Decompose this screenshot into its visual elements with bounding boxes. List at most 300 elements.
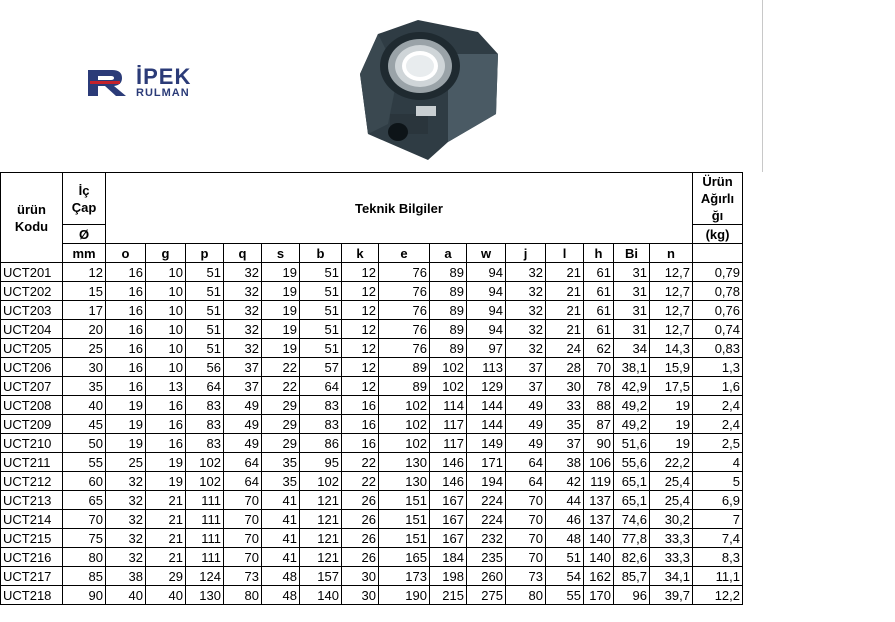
table-cell: 2,4 bbox=[693, 396, 743, 415]
table-cell: 224 bbox=[467, 491, 506, 510]
table-cell: 31 bbox=[614, 320, 650, 339]
table-cell: 16 bbox=[106, 263, 146, 282]
column-header-o: o bbox=[106, 244, 146, 263]
table-cell: 16 bbox=[146, 434, 186, 453]
table-cell: 0,79 bbox=[693, 263, 743, 282]
column-header-l: l bbox=[546, 244, 584, 263]
table-row bbox=[1, 358, 743, 377]
table-cell: 37 bbox=[506, 358, 546, 377]
table-cell: 12 bbox=[342, 377, 379, 396]
table-cell: 39,7 bbox=[650, 586, 693, 605]
table-cell: 102 bbox=[379, 415, 430, 434]
table-cell: 49,2 bbox=[614, 396, 650, 415]
table-cell: 32 bbox=[506, 320, 546, 339]
table-cell: 16 bbox=[342, 396, 379, 415]
table-cell: 80 bbox=[224, 586, 262, 605]
table-cell: 21 bbox=[546, 320, 584, 339]
table-cell: 64 bbox=[506, 453, 546, 472]
table-cell: 64 bbox=[186, 377, 224, 396]
table-cell: 25 bbox=[63, 339, 106, 358]
table-cell: 38,1 bbox=[614, 358, 650, 377]
product-code-cell: UCT218 bbox=[1, 586, 63, 605]
table-cell: 51,6 bbox=[614, 434, 650, 453]
table-cell: 73 bbox=[506, 567, 546, 586]
table-cell: 19 bbox=[262, 320, 300, 339]
product-code-cell: UCT205 bbox=[1, 339, 63, 358]
table-cell: 21 bbox=[546, 301, 584, 320]
table-cell: 89 bbox=[430, 339, 467, 358]
table-row bbox=[1, 415, 743, 434]
table-cell: 34 bbox=[614, 339, 650, 358]
table-cell: 16 bbox=[146, 396, 186, 415]
table-cell: 12 bbox=[63, 263, 106, 282]
table-cell: 35 bbox=[262, 472, 300, 491]
table-cell: 42 bbox=[546, 472, 584, 491]
table-cell: 102 bbox=[186, 453, 224, 472]
table-cell: 70 bbox=[506, 529, 546, 548]
table-cell: 102 bbox=[430, 377, 467, 396]
table-row bbox=[1, 320, 743, 339]
table-cell: 129 bbox=[467, 377, 506, 396]
table-cell: 76 bbox=[379, 320, 430, 339]
table-cell: 94 bbox=[467, 301, 506, 320]
table-cell: 14,3 bbox=[650, 339, 693, 358]
table-cell: 19 bbox=[650, 415, 693, 434]
table-row bbox=[1, 586, 743, 605]
table-cell: 124 bbox=[186, 567, 224, 586]
table-cell: 90 bbox=[584, 434, 614, 453]
column-header-s: s bbox=[262, 244, 300, 263]
code-header-line2: Kodu bbox=[14, 218, 49, 234]
table-cell: 61 bbox=[584, 263, 614, 282]
product-code-cell: UCT201 bbox=[1, 263, 63, 282]
table-cell: 87 bbox=[584, 415, 614, 434]
table-cell: 114 bbox=[430, 396, 467, 415]
product-code-cell: UCT206 bbox=[1, 358, 63, 377]
table-cell: 32 bbox=[224, 301, 262, 320]
table-cell: 97 bbox=[467, 339, 506, 358]
table-cell: 32 bbox=[224, 320, 262, 339]
table-cell: 12 bbox=[342, 282, 379, 301]
table-cell: 162 bbox=[584, 567, 614, 586]
table-cell: 235 bbox=[467, 548, 506, 567]
table-cell: 77,8 bbox=[614, 529, 650, 548]
table-cell: 56 bbox=[186, 358, 224, 377]
table-cell: 16 bbox=[106, 301, 146, 320]
table-cell: 102 bbox=[379, 396, 430, 415]
table-cell: 19 bbox=[262, 339, 300, 358]
table-cell: 41 bbox=[262, 491, 300, 510]
table-cell: 64 bbox=[300, 377, 342, 396]
table-cell: 28 bbox=[546, 358, 584, 377]
table-cell: 49 bbox=[224, 434, 262, 453]
column-header-bi: Bi bbox=[614, 244, 650, 263]
table-cell: 89 bbox=[379, 377, 430, 396]
product-code-cell: UCT203 bbox=[1, 301, 63, 320]
table-row bbox=[1, 339, 743, 358]
table-cell: 49 bbox=[224, 415, 262, 434]
table-cell: 76 bbox=[379, 282, 430, 301]
table-cell: 40 bbox=[106, 586, 146, 605]
table-cell: 89 bbox=[430, 263, 467, 282]
table-cell: 149 bbox=[467, 434, 506, 453]
table-cell: 165 bbox=[379, 548, 430, 567]
column-header-a: a bbox=[430, 244, 467, 263]
table-cell: 29 bbox=[262, 434, 300, 453]
table-cell: 121 bbox=[300, 529, 342, 548]
table-cell: 140 bbox=[300, 586, 342, 605]
table-cell: 17 bbox=[63, 301, 106, 320]
table-cell: 49,2 bbox=[614, 415, 650, 434]
table-cell: 73 bbox=[224, 567, 262, 586]
bore-header-line1: İç bbox=[78, 182, 90, 198]
table-cell: 19 bbox=[262, 263, 300, 282]
table-cell: 40 bbox=[63, 396, 106, 415]
table-cell: 64 bbox=[224, 453, 262, 472]
table-cell: 130 bbox=[186, 586, 224, 605]
table-cell: 16 bbox=[106, 320, 146, 339]
table-cell: 51 bbox=[300, 301, 342, 320]
table-cell: 70 bbox=[506, 510, 546, 529]
table-cell: 111 bbox=[186, 510, 224, 529]
table-cell: 35 bbox=[63, 377, 106, 396]
table-cell: 89 bbox=[430, 282, 467, 301]
table-cell: 30 bbox=[342, 567, 379, 586]
table-cell: 26 bbox=[342, 548, 379, 567]
table-cell: 157 bbox=[300, 567, 342, 586]
table-row bbox=[1, 396, 743, 415]
table-cell: 49 bbox=[506, 396, 546, 415]
table-cell: 32 bbox=[224, 339, 262, 358]
table-cell: 10 bbox=[146, 339, 186, 358]
table-cell: 41 bbox=[262, 529, 300, 548]
table-cell: 95 bbox=[300, 453, 342, 472]
table-cell: 10 bbox=[146, 358, 186, 377]
table-cell: 1,3 bbox=[693, 358, 743, 377]
technical-group-header: Teknik Bilgiler bbox=[106, 173, 693, 244]
table-cell: 55 bbox=[63, 453, 106, 472]
table-cell: 1,6 bbox=[693, 377, 743, 396]
table-cell: 130 bbox=[379, 453, 430, 472]
table-cell: 117 bbox=[430, 434, 467, 453]
table-cell: 89 bbox=[379, 358, 430, 377]
table-cell: 37 bbox=[224, 358, 262, 377]
table-cell: 44 bbox=[546, 491, 584, 510]
column-header-k: k bbox=[342, 244, 379, 263]
table-cell: 15 bbox=[63, 282, 106, 301]
table-row bbox=[1, 548, 743, 567]
table-cell: 22 bbox=[342, 453, 379, 472]
table-cell: 21 bbox=[546, 282, 584, 301]
table-cell: 184 bbox=[430, 548, 467, 567]
table-cell: 12 bbox=[342, 320, 379, 339]
table-cell: 260 bbox=[467, 567, 506, 586]
table-cell: 55 bbox=[546, 586, 584, 605]
table-cell: 31 bbox=[614, 263, 650, 282]
table-cell: 111 bbox=[186, 491, 224, 510]
code-header-line1: ürün bbox=[17, 201, 46, 217]
table-cell: 32 bbox=[506, 282, 546, 301]
table-cell: 21 bbox=[546, 263, 584, 282]
table-cell: 76 bbox=[379, 263, 430, 282]
header-area bbox=[0, 0, 763, 172]
table-cell: 75 bbox=[63, 529, 106, 548]
table-cell: 10 bbox=[146, 320, 186, 339]
table-cell: 21 bbox=[146, 491, 186, 510]
table-cell: 25,4 bbox=[650, 491, 693, 510]
table-cell: 170 bbox=[584, 586, 614, 605]
table-cell: 49 bbox=[224, 396, 262, 415]
table-cell: 94 bbox=[467, 320, 506, 339]
table-cell: 94 bbox=[467, 263, 506, 282]
table-cell: 30 bbox=[63, 358, 106, 377]
table-cell: 16 bbox=[342, 434, 379, 453]
table-cell: 22 bbox=[262, 358, 300, 377]
table-cell: 25 bbox=[106, 453, 146, 472]
table-cell: 86 bbox=[300, 434, 342, 453]
table-cell: 83 bbox=[300, 396, 342, 415]
pillow-block-bearing-image bbox=[348, 14, 506, 164]
table-cell: 32 bbox=[106, 548, 146, 567]
table-cell: 167 bbox=[430, 510, 467, 529]
table-cell: 51 bbox=[300, 282, 342, 301]
weight-header bbox=[693, 173, 743, 225]
table-cell: 49 bbox=[506, 434, 546, 453]
table-cell: 19 bbox=[146, 472, 186, 491]
column-header-w: w bbox=[467, 244, 506, 263]
table-cell: 10 bbox=[146, 263, 186, 282]
table-cell: 21 bbox=[146, 510, 186, 529]
ipek-rulman-logo-icon bbox=[86, 68, 130, 98]
table-cell: 117 bbox=[430, 415, 467, 434]
table-cell: 61 bbox=[584, 320, 614, 339]
table-cell: 7,4 bbox=[693, 529, 743, 548]
table-cell: 76 bbox=[379, 301, 430, 320]
column-header-h: h bbox=[584, 244, 614, 263]
table-cell: 62 bbox=[584, 339, 614, 358]
table-cell: 190 bbox=[379, 586, 430, 605]
table-cell: 51 bbox=[546, 548, 584, 567]
table-cell: 144 bbox=[467, 415, 506, 434]
table-cell: 70 bbox=[63, 510, 106, 529]
table-cell: 51 bbox=[186, 282, 224, 301]
table-cell: 173 bbox=[379, 567, 430, 586]
weight-header-line3: ğı bbox=[711, 208, 724, 223]
table-cell: 88 bbox=[584, 396, 614, 415]
table-cell: 146 bbox=[430, 453, 467, 472]
product-code-cell: UCT212 bbox=[1, 472, 63, 491]
table-cell: 82,6 bbox=[614, 548, 650, 567]
table-cell: 31 bbox=[614, 282, 650, 301]
table-cell: 144 bbox=[467, 396, 506, 415]
table-cell: 33,3 bbox=[650, 529, 693, 548]
table-cell: 32 bbox=[506, 263, 546, 282]
table-cell: 16 bbox=[106, 358, 146, 377]
table-cell: 51 bbox=[300, 320, 342, 339]
column-header-p: p bbox=[186, 244, 224, 263]
table-cell: 2,4 bbox=[693, 415, 743, 434]
table-cell: 11,1 bbox=[693, 567, 743, 586]
weight-column-header bbox=[693, 244, 743, 263]
table-cell: 0,76 bbox=[693, 301, 743, 320]
table-row bbox=[1, 434, 743, 453]
weight-header-line2: Ağırlı bbox=[700, 191, 735, 206]
table-cell: 0,74 bbox=[693, 320, 743, 339]
table-cell: 111 bbox=[186, 548, 224, 567]
table-cell: 0,78 bbox=[693, 282, 743, 301]
table-cell: 26 bbox=[342, 529, 379, 548]
product-code-cell: UCT216 bbox=[1, 548, 63, 567]
table-cell: 21 bbox=[146, 548, 186, 567]
table-cell: 12,7 bbox=[650, 320, 693, 339]
table-cell: 137 bbox=[584, 491, 614, 510]
table-cell: 215 bbox=[430, 586, 467, 605]
table-cell: 41 bbox=[262, 510, 300, 529]
table-cell: 102 bbox=[379, 434, 430, 453]
bore-header-line2: Çap bbox=[71, 199, 97, 215]
table-cell: 275 bbox=[467, 586, 506, 605]
table-cell: 38 bbox=[546, 453, 584, 472]
product-code-cell: UCT210 bbox=[1, 434, 63, 453]
table-cell: 70 bbox=[506, 548, 546, 567]
table-cell: 5 bbox=[693, 472, 743, 491]
table-cell: 12,7 bbox=[650, 282, 693, 301]
table-cell: 76 bbox=[379, 339, 430, 358]
table-cell: 121 bbox=[300, 510, 342, 529]
table-cell: 19 bbox=[650, 396, 693, 415]
table-cell: 19 bbox=[146, 453, 186, 472]
table-cell: 32 bbox=[106, 529, 146, 548]
table-cell: 198 bbox=[430, 567, 467, 586]
table-cell: 83 bbox=[186, 434, 224, 453]
table-header-row-3 bbox=[1, 244, 743, 263]
table-cell: 70 bbox=[224, 510, 262, 529]
table-cell: 33 bbox=[546, 396, 584, 415]
table-cell: 65,1 bbox=[614, 491, 650, 510]
table-cell: 167 bbox=[430, 491, 467, 510]
table-cell: 41 bbox=[262, 548, 300, 567]
table-cell: 74,6 bbox=[614, 510, 650, 529]
table-cell: 19 bbox=[106, 396, 146, 415]
table-row bbox=[1, 510, 743, 529]
table-cell: 32 bbox=[106, 491, 146, 510]
bore-unit-header: mm bbox=[63, 244, 106, 263]
brand-subname: RULMAN bbox=[136, 87, 190, 99]
table-cell: 146 bbox=[430, 472, 467, 491]
table-cell: 8,3 bbox=[693, 548, 743, 567]
table-cell: 32 bbox=[106, 510, 146, 529]
table-cell: 70 bbox=[224, 548, 262, 567]
table-cell: 19 bbox=[262, 282, 300, 301]
product-code-cell: UCT208 bbox=[1, 396, 63, 415]
table-cell: 60 bbox=[63, 472, 106, 491]
brand-logo bbox=[86, 66, 236, 100]
table-cell: 70 bbox=[506, 491, 546, 510]
table-cell: 29 bbox=[262, 415, 300, 434]
table-cell: 19 bbox=[650, 434, 693, 453]
table-cell: 22,2 bbox=[650, 453, 693, 472]
table-cell: 51 bbox=[300, 339, 342, 358]
bearing-spec-table bbox=[0, 172, 743, 605]
table-cell: 121 bbox=[300, 548, 342, 567]
product-code-cell: UCT215 bbox=[1, 529, 63, 548]
table-cell: 89 bbox=[430, 320, 467, 339]
column-header-b: b bbox=[300, 244, 342, 263]
table-cell: 80 bbox=[506, 586, 546, 605]
table-row bbox=[1, 377, 743, 396]
table-cell: 32 bbox=[506, 339, 546, 358]
weight-unit-header: (kg) bbox=[693, 225, 743, 244]
product-code-cell: UCT207 bbox=[1, 377, 63, 396]
table-cell: 102 bbox=[430, 358, 467, 377]
product-code-cell: UCT209 bbox=[1, 415, 63, 434]
table-cell: 83 bbox=[186, 396, 224, 415]
table-cell: 30 bbox=[342, 586, 379, 605]
table-cell: 83 bbox=[186, 415, 224, 434]
table-cell: 78 bbox=[584, 377, 614, 396]
table-cell: 24 bbox=[546, 339, 584, 358]
table-cell: 151 bbox=[379, 491, 430, 510]
table-cell: 65 bbox=[63, 491, 106, 510]
table-cell: 54 bbox=[546, 567, 584, 586]
table-cell: 55,6 bbox=[614, 453, 650, 472]
table-cell: 90 bbox=[63, 586, 106, 605]
table-cell: 37 bbox=[506, 377, 546, 396]
table-cell: 26 bbox=[342, 491, 379, 510]
table-cell: 232 bbox=[467, 529, 506, 548]
table-cell: 38 bbox=[106, 567, 146, 586]
table-cell: 64 bbox=[506, 472, 546, 491]
table-cell: 96 bbox=[614, 586, 650, 605]
table-cell: 13 bbox=[146, 377, 186, 396]
table-cell: 140 bbox=[584, 529, 614, 548]
table-cell: 45 bbox=[63, 415, 106, 434]
table-cell: 64 bbox=[224, 472, 262, 491]
table-cell: 12,7 bbox=[650, 301, 693, 320]
table-cell: 12 bbox=[342, 358, 379, 377]
table-cell: 16 bbox=[106, 282, 146, 301]
table-cell: 35 bbox=[262, 453, 300, 472]
table-cell: 33,3 bbox=[650, 548, 693, 567]
table-row bbox=[1, 301, 743, 320]
table-row bbox=[1, 529, 743, 548]
table-cell: 140 bbox=[584, 548, 614, 567]
table-cell: 42,9 bbox=[614, 377, 650, 396]
table-cell: 171 bbox=[467, 453, 506, 472]
product-code-cell: UCT213 bbox=[1, 491, 63, 510]
table-cell: 51 bbox=[186, 301, 224, 320]
table-cell: 6,9 bbox=[693, 491, 743, 510]
table-cell: 121 bbox=[300, 491, 342, 510]
table-cell: 10 bbox=[146, 301, 186, 320]
table-cell: 65,1 bbox=[614, 472, 650, 491]
table-cell: 49 bbox=[506, 415, 546, 434]
table-cell: 48 bbox=[262, 586, 300, 605]
table-body bbox=[1, 263, 743, 605]
bore-symbol-header: Ø bbox=[63, 225, 106, 244]
table-row bbox=[1, 491, 743, 510]
table-cell: 16 bbox=[106, 377, 146, 396]
table-cell: 85 bbox=[63, 567, 106, 586]
table-cell: 102 bbox=[300, 472, 342, 491]
weight-header-line1: Ürün bbox=[702, 174, 733, 189]
table-cell: 70 bbox=[224, 491, 262, 510]
table-cell: 19 bbox=[106, 434, 146, 453]
table-cell: 15,9 bbox=[650, 358, 693, 377]
table-row bbox=[1, 567, 743, 586]
table-cell: 22 bbox=[262, 377, 300, 396]
table-cell: 31 bbox=[614, 301, 650, 320]
